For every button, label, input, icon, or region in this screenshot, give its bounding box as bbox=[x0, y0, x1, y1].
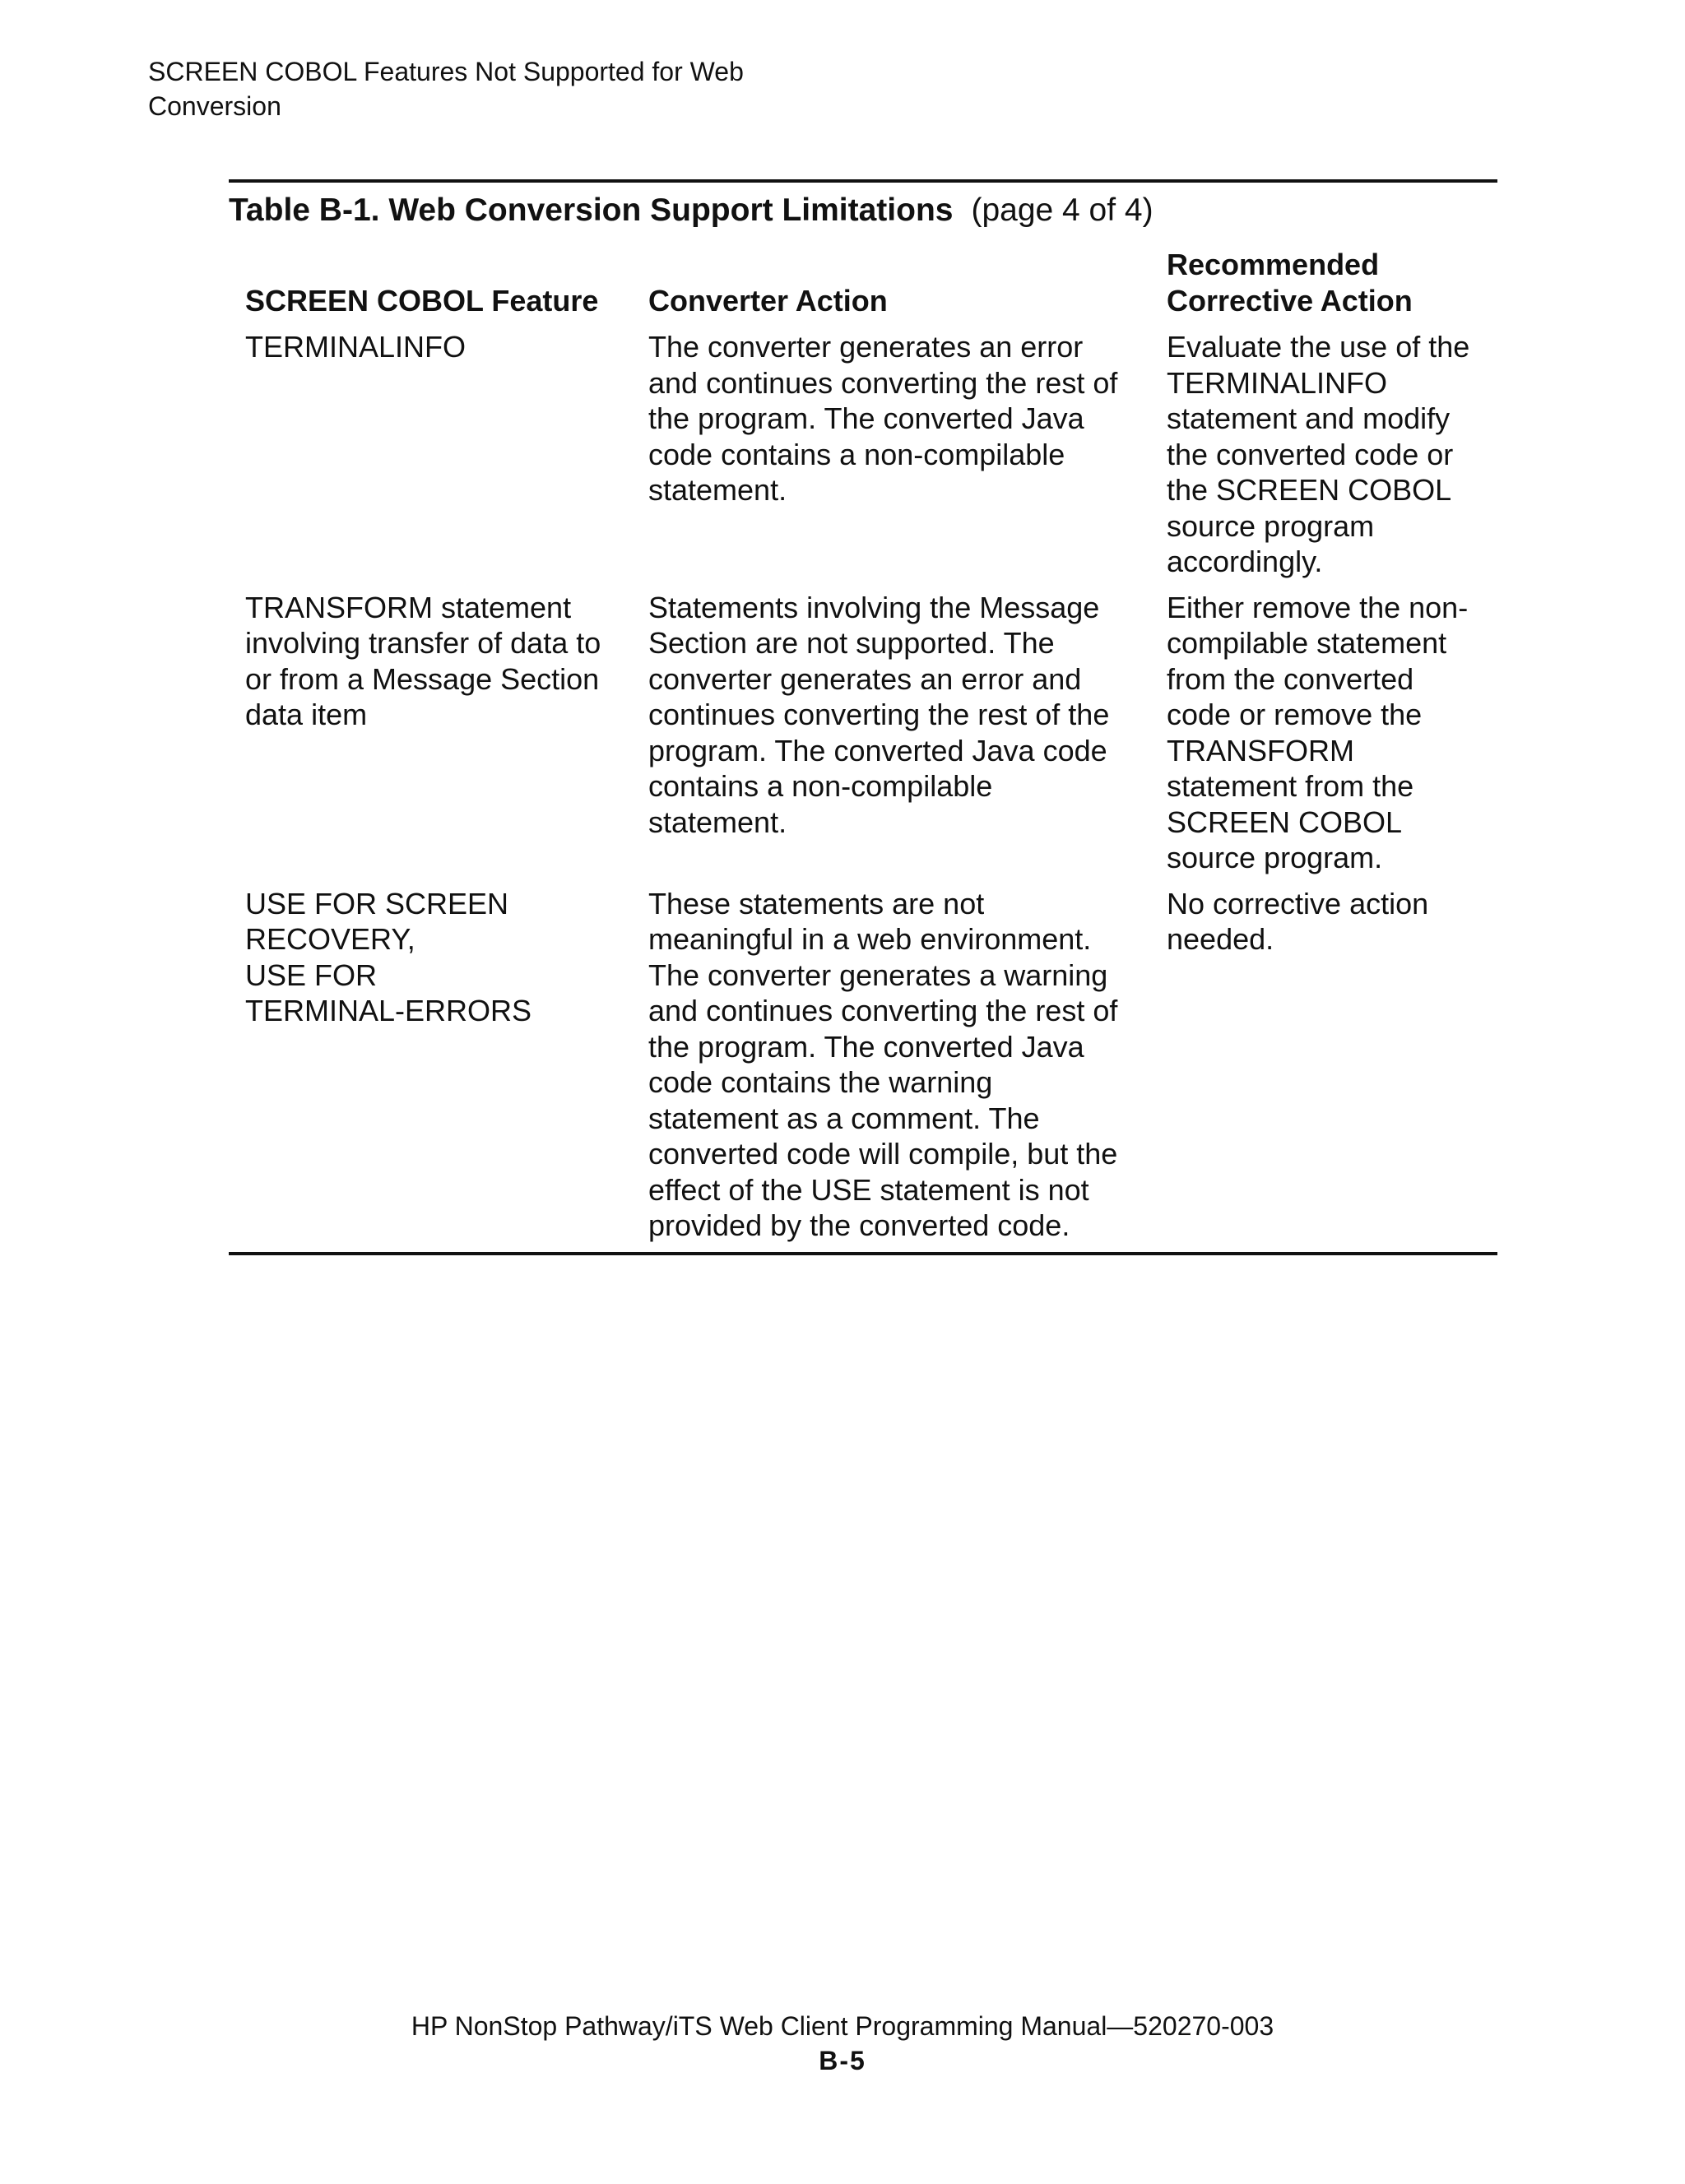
cell-text-line: TERMINAL-ERRORS bbox=[245, 994, 532, 1027]
cell-text-line: code contains a non-compilable bbox=[648, 437, 1065, 471]
cell-text-line: The converter generates a warning bbox=[648, 958, 1108, 992]
cell-text-line: The converter generates an error bbox=[648, 330, 1084, 364]
column-headers bbox=[229, 247, 1497, 319]
cell-text-line: needed. bbox=[1167, 922, 1274, 956]
page-footer bbox=[0, 2009, 1685, 2078]
limitations-table bbox=[229, 179, 1497, 1255]
table-bottom-rule bbox=[229, 1252, 1497, 1255]
cell-text-line: Section are not supported. The bbox=[648, 626, 1055, 660]
table-title-text: Table B-1. Web Conversion Support Limitations bbox=[229, 192, 954, 228]
cell-text-line: the SCREEN COBOL bbox=[1167, 473, 1452, 507]
cell-text-line: the converted code or bbox=[1167, 437, 1454, 471]
column-header-line: Converter Action bbox=[648, 284, 888, 318]
column-header-line: SCREEN COBOL Feature bbox=[245, 284, 599, 318]
table-row bbox=[229, 886, 1497, 1244]
cell-text-line: contains a non-compilable bbox=[648, 769, 993, 803]
cell-text-line: Either remove the non- bbox=[1167, 590, 1469, 624]
cell-text-line: USE FOR bbox=[245, 958, 378, 992]
table-page-label: (page 4 of 4) bbox=[971, 192, 1154, 228]
cell-text-line: source program. bbox=[1167, 841, 1383, 874]
cell-text-line: involving transfer of data to bbox=[245, 626, 601, 660]
corrective-action-cell bbox=[1150, 590, 1497, 876]
cell-text-line: statement. bbox=[648, 473, 787, 507]
feature-cell bbox=[229, 590, 632, 876]
cell-text-line: meaningful in a web environment. bbox=[648, 922, 1092, 956]
cell-text-line: program. The converted Java code bbox=[648, 733, 1107, 767]
page-number: B-5 bbox=[819, 2046, 866, 2075]
cell-text-line: code or remove the bbox=[1167, 698, 1423, 731]
cell-text-line: converter generates an error and bbox=[648, 661, 1082, 696]
table-top-rule bbox=[229, 179, 1497, 183]
cell-text-line: Evaluate the use of the bbox=[1167, 330, 1470, 364]
cell-text-line: TRANSFORM statement bbox=[245, 590, 572, 624]
table-row bbox=[229, 329, 1497, 580]
cell-text-line: TRANSFORM bbox=[1167, 733, 1354, 767]
cell-text-line: source program bbox=[1167, 508, 1375, 543]
running-header-line-2: Conversion bbox=[148, 91, 281, 121]
cell-text-line: the program. The converted Java bbox=[648, 401, 1084, 435]
cell-text-line: provided by the converted code. bbox=[648, 1208, 1070, 1242]
column-header bbox=[229, 247, 632, 319]
cell-text-line: statement from the bbox=[1167, 769, 1414, 803]
converter-action-cell bbox=[632, 886, 1150, 1244]
table-body bbox=[229, 329, 1497, 1244]
cell-text-line: statement. bbox=[648, 805, 787, 839]
column-header-line: Corrective Action bbox=[1167, 284, 1413, 318]
cell-text-line: code contains the warning bbox=[648, 1065, 993, 1099]
cell-text-line: compilable statement bbox=[1167, 626, 1447, 660]
column-header bbox=[632, 247, 1150, 319]
cell-text-line: the program. The converted Java bbox=[648, 1029, 1084, 1064]
cell-text-line: converted code will compile, but the bbox=[648, 1137, 1118, 1171]
cell-text-line: No corrective action bbox=[1167, 886, 1429, 920]
cell-text-line: RECOVERY, bbox=[245, 922, 415, 956]
cell-text-line: continues converting the rest of the bbox=[648, 698, 1110, 731]
feature-cell bbox=[229, 886, 632, 1244]
converter-action-cell bbox=[632, 590, 1150, 876]
table-title bbox=[229, 188, 1497, 234]
cell-text-line: statement and modify bbox=[1167, 401, 1451, 435]
corrective-action-cell bbox=[1150, 329, 1497, 580]
cell-text-line: and continues converting the rest of bbox=[648, 994, 1118, 1027]
cell-text-line: SCREEN COBOL bbox=[1167, 805, 1403, 839]
cell-text-line: from the converted bbox=[1167, 661, 1414, 696]
cell-text-line: TERMINALINFO bbox=[245, 330, 467, 364]
cell-text-line: data item bbox=[245, 698, 368, 731]
cell-text-line: or from a Message Section bbox=[245, 661, 600, 696]
cell-text-line: USE FOR SCREEN bbox=[245, 886, 509, 920]
running-header bbox=[148, 54, 889, 123]
table-row bbox=[229, 590, 1497, 876]
column-header bbox=[1150, 247, 1497, 319]
cell-text-line: These statements are not bbox=[648, 886, 985, 920]
cell-text-line: Statements involving the Message bbox=[648, 590, 1100, 624]
column-header-line: Recommended bbox=[1167, 248, 1380, 281]
cell-text-line: TERMINALINFO bbox=[1167, 365, 1388, 400]
cell-text-line: and continues converting the rest of bbox=[648, 365, 1118, 400]
cell-text-line: accordingly. bbox=[1167, 545, 1323, 578]
running-header-line-1: SCREEN COBOL Features Not Supported for Web bbox=[148, 57, 744, 86]
corrective-action-cell bbox=[1150, 886, 1497, 1244]
cell-text-line: effect of the USE statement is not bbox=[648, 1172, 1089, 1207]
feature-cell bbox=[229, 329, 632, 580]
cell-text-line: statement as a comment. The bbox=[648, 1101, 1040, 1135]
converter-action-cell bbox=[632, 329, 1150, 580]
footer-manual-title: HP NonStop Pathway/iTS Web Client Programming Manual—520270-003 bbox=[411, 2011, 1274, 2041]
